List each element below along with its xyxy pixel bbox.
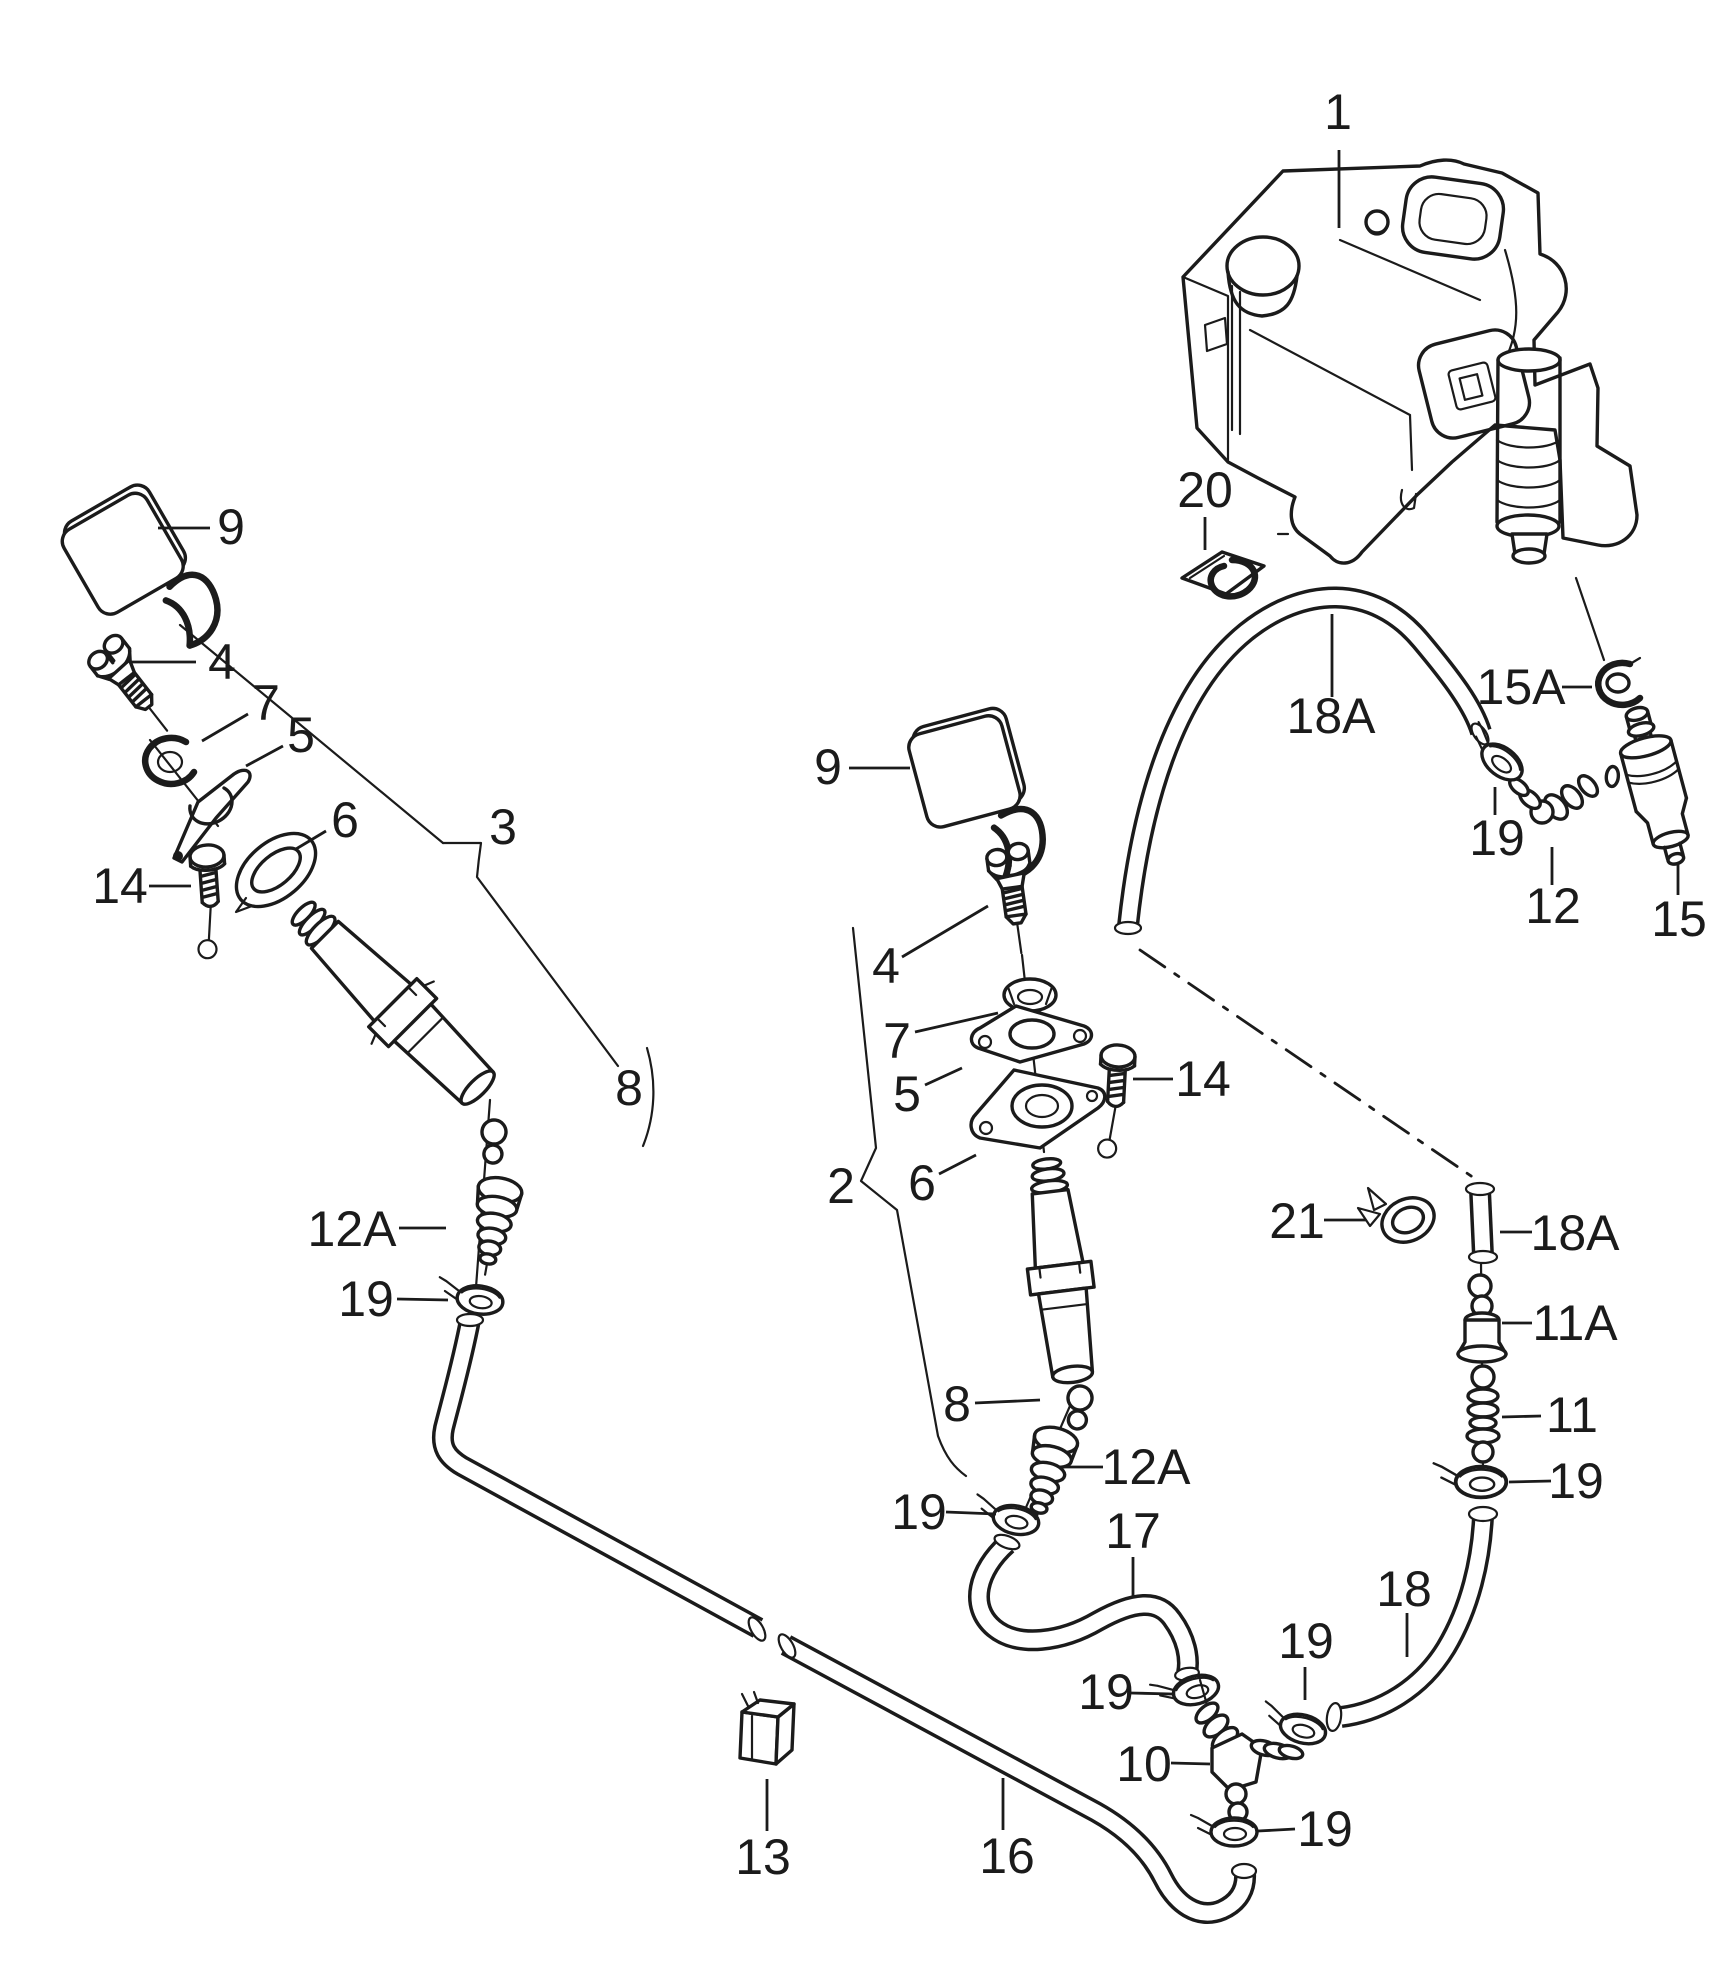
callout-18A-34: 18A xyxy=(1286,688,1376,744)
callout-20-1: 20 xyxy=(1177,462,1233,518)
washer-fluid-reservoir xyxy=(1183,160,1637,563)
leader-line-10-24 xyxy=(1171,1763,1210,1764)
callout-9-2: 9 xyxy=(217,499,245,555)
callout-14-18: 14 xyxy=(1175,1051,1231,1107)
retainer-7-center xyxy=(1004,979,1056,1011)
leader-line-19-23 xyxy=(1130,1693,1172,1694)
callout-14-6: 14 xyxy=(92,858,148,914)
callout-18-28: 18 xyxy=(1376,1561,1432,1617)
ball-joint-8-left xyxy=(478,1118,508,1164)
connector-12a-left xyxy=(463,1174,523,1278)
callout-19-39: 19 xyxy=(1548,1453,1604,1509)
clamp-19-center xyxy=(971,1494,1042,1538)
hose-17 xyxy=(979,1532,1200,1682)
callout-15A-30: 15A xyxy=(1476,659,1566,715)
leader-line-19-21 xyxy=(946,1512,996,1514)
leader-line-11-38 xyxy=(1502,1416,1541,1417)
hose-segment-18a xyxy=(1466,1183,1497,1263)
callout-5-5: 5 xyxy=(287,707,315,763)
group-8-paren xyxy=(643,1048,653,1146)
callout-11-38: 11 xyxy=(1546,1387,1598,1443)
callout-9-12: 9 xyxy=(814,739,842,795)
clip-13 xyxy=(740,1692,794,1764)
washer-pump-15 xyxy=(1588,701,1702,876)
hose-18a-arc xyxy=(1115,597,1492,934)
connector-11 xyxy=(1467,1366,1499,1462)
callout-8-19: 8 xyxy=(943,1376,971,1432)
leader-line-8-19 xyxy=(975,1400,1040,1403)
telescopic-cylinder-center xyxy=(1014,1155,1105,1386)
leader-line-19-25 xyxy=(1258,1829,1295,1831)
leader-line-5-15 xyxy=(925,1068,962,1085)
callout-19-11: 19 xyxy=(338,1271,394,1327)
callout-10-24: 10 xyxy=(1116,1736,1172,1792)
callout-12A-20: 12A xyxy=(1101,1439,1191,1495)
callout-12-32: 12 xyxy=(1525,878,1581,934)
callout-6-7: 6 xyxy=(331,792,359,848)
callout-19-25: 19 xyxy=(1297,1801,1353,1857)
callout-15-33: 15 xyxy=(1651,891,1707,947)
leader-line-4-13 xyxy=(902,906,988,957)
callout-1-0: 1 xyxy=(1324,84,1352,140)
callout-7-4: 7 xyxy=(252,675,280,731)
callout-19-21: 19 xyxy=(891,1484,947,1540)
callout-3-8: 3 xyxy=(489,799,517,855)
clip-20 xyxy=(1182,552,1264,596)
retainer-7-left xyxy=(145,738,194,784)
callout-19-23: 19 xyxy=(1078,1664,1134,1720)
callout-8-9: 8 xyxy=(615,1060,643,1116)
spray-nozzle-4-center xyxy=(985,842,1042,956)
callout-5-15: 5 xyxy=(893,1066,921,1122)
plate-6-center xyxy=(971,1070,1105,1148)
hose-18 xyxy=(1325,1507,1497,1732)
telescopic-cylinder-left xyxy=(268,878,514,1124)
clamp-19-column xyxy=(1434,1463,1507,1497)
callout-19-29: 19 xyxy=(1278,1613,1334,1669)
hose-left-circuit xyxy=(443,1314,769,1643)
right-column xyxy=(1358,1183,1506,1497)
callout-12A-10: 12A xyxy=(307,1201,397,1257)
spray-nozzle-4-left xyxy=(83,632,183,744)
callout-11A-37: 11A xyxy=(1532,1295,1618,1351)
grommet-15a xyxy=(1598,658,1640,705)
ball-joint-8-center xyxy=(1062,1384,1094,1431)
callout-7-14: 7 xyxy=(883,1013,911,1069)
callout-18A-36: 18A xyxy=(1530,1205,1620,1261)
callout-4-13: 4 xyxy=(872,938,900,994)
callout-4-3: 4 xyxy=(208,634,236,690)
callout-13-26: 13 xyxy=(735,1829,791,1885)
leader-line-6-17 xyxy=(939,1155,976,1174)
callout-6-17: 6 xyxy=(908,1155,936,1211)
leader-line-19-39 xyxy=(1509,1481,1551,1482)
callout-16-27: 16 xyxy=(979,1828,1035,1884)
callout-2-16: 2 xyxy=(827,1158,855,1214)
leader-line-7-4 xyxy=(202,714,248,741)
callout-21-35: 21 xyxy=(1269,1193,1325,1249)
check-valve-11a xyxy=(1458,1313,1506,1362)
clamp-19-left xyxy=(435,1277,505,1317)
leader-line-5-5 xyxy=(246,746,283,766)
callout-19-31: 19 xyxy=(1469,810,1525,866)
callout-17-22: 17 xyxy=(1105,1503,1161,1559)
leader-line-19-11 xyxy=(397,1299,448,1300)
screw-14-left xyxy=(189,844,231,959)
clamp-19-bottom xyxy=(1191,1815,1257,1846)
clamp-21 xyxy=(1358,1188,1441,1250)
